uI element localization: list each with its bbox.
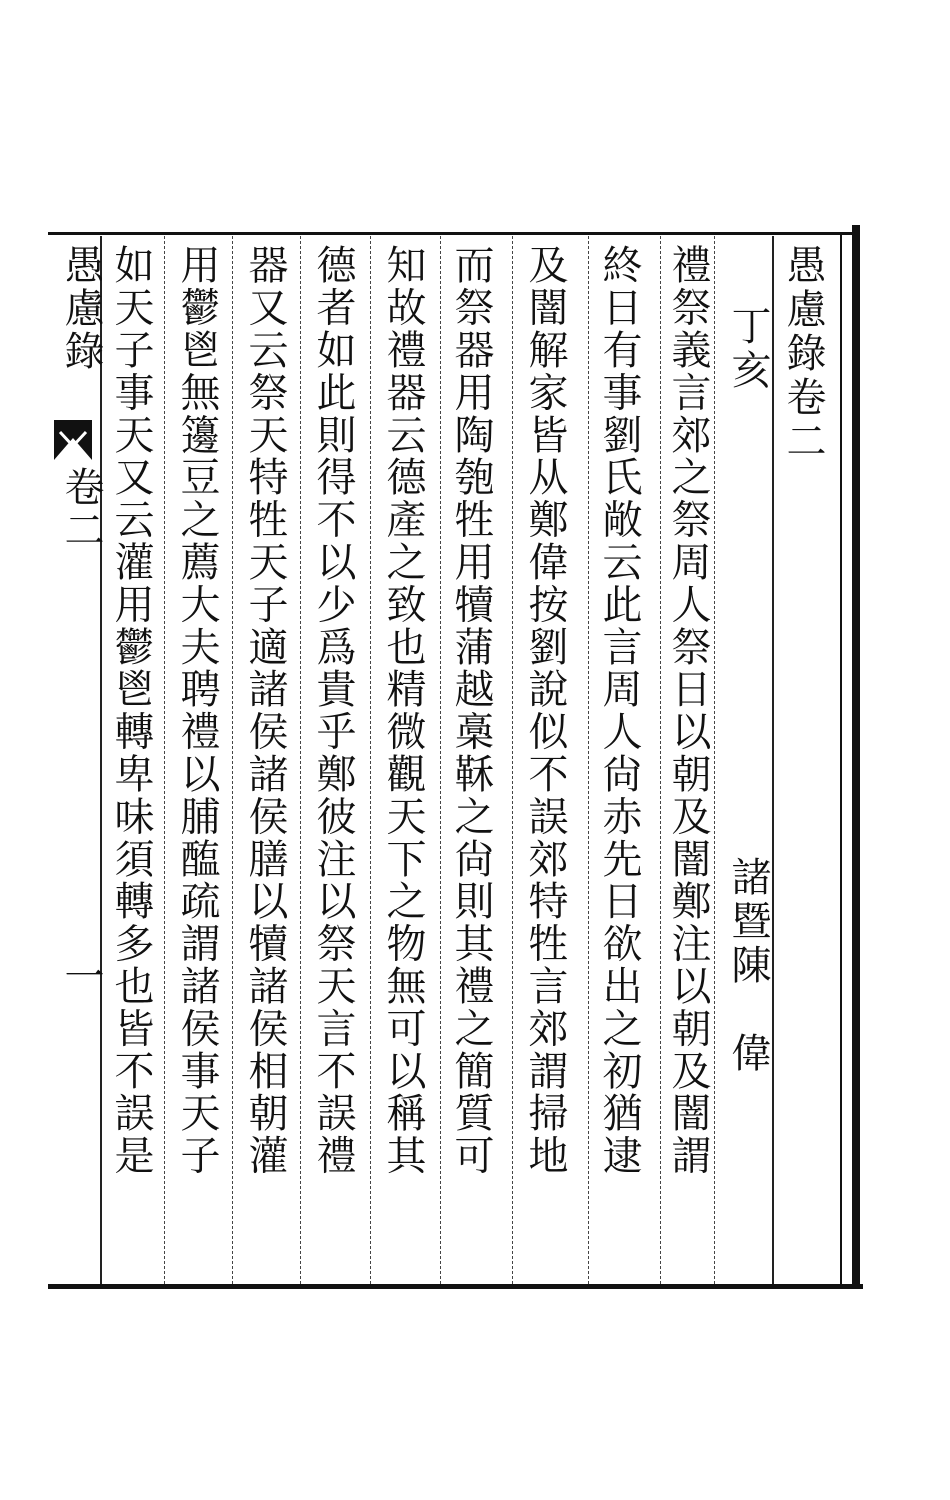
text-column: 如天子事天又云灌用鬱鬯轉卑味須轉多也皆不誤是 bbox=[108, 244, 154, 1177]
text-column: 終日有事劉氏敞云此言周人尙赤先日欲出之初猶逮 bbox=[596, 244, 642, 1177]
text-column: 器又云祭天特牲天子適諸侯諸侯膳以犢諸侯相朝灌 bbox=[242, 244, 288, 1177]
column-rule bbox=[440, 236, 442, 1284]
text-column: 德者如此則得不以少爲貴乎鄭彼注以祭天言不誤禮 bbox=[310, 244, 356, 1177]
column-rule bbox=[660, 236, 662, 1284]
text-column: 知故禮器云德產之致也精微觀天下之物無可以稱其 bbox=[380, 244, 426, 1177]
margin-page-number: 一 bbox=[58, 955, 104, 995]
year-heading: 丁亥 bbox=[725, 305, 771, 393]
column-rule bbox=[772, 236, 775, 1284]
frame-right-outer-border bbox=[852, 225, 860, 1289]
column-rule bbox=[512, 236, 514, 1284]
text-column: 禮祭義言郊之祭周人祭日以朝及闇鄭注以朝及闇謂 bbox=[665, 244, 711, 1177]
column-rule bbox=[300, 236, 302, 1284]
frame-right-inner-border bbox=[840, 232, 842, 1286]
text-column: 及闇解家皆从鄭偉按劉說似不誤郊特牲言郊謂掃地 bbox=[522, 244, 568, 1177]
frame-top-border bbox=[48, 232, 860, 235]
frame-bottom-border bbox=[48, 1284, 863, 1289]
column-rule bbox=[232, 236, 234, 1284]
margin-juan-label: 卷二 bbox=[58, 466, 104, 552]
chapter-title: 愚慮錄卷二 bbox=[780, 244, 826, 464]
fishtail-mark-icon bbox=[54, 420, 92, 460]
column-rule bbox=[164, 236, 166, 1284]
margin-book-title: 愚慮錄 bbox=[58, 244, 104, 373]
author-name: 諸暨陳 偉 bbox=[725, 856, 771, 1076]
text-column: 用鬱鬯無籩豆之薦大夫聘禮以脯醢疏謂諸侯事天子 bbox=[174, 244, 220, 1177]
column-rule bbox=[370, 236, 372, 1284]
column-rule bbox=[714, 236, 716, 1284]
column-rule bbox=[100, 236, 103, 1284]
column-rule bbox=[588, 236, 590, 1284]
text-column: 而祭器用陶匏牲用犢蒲越槀鞂之尙則其禮之簡質可 bbox=[448, 244, 494, 1177]
